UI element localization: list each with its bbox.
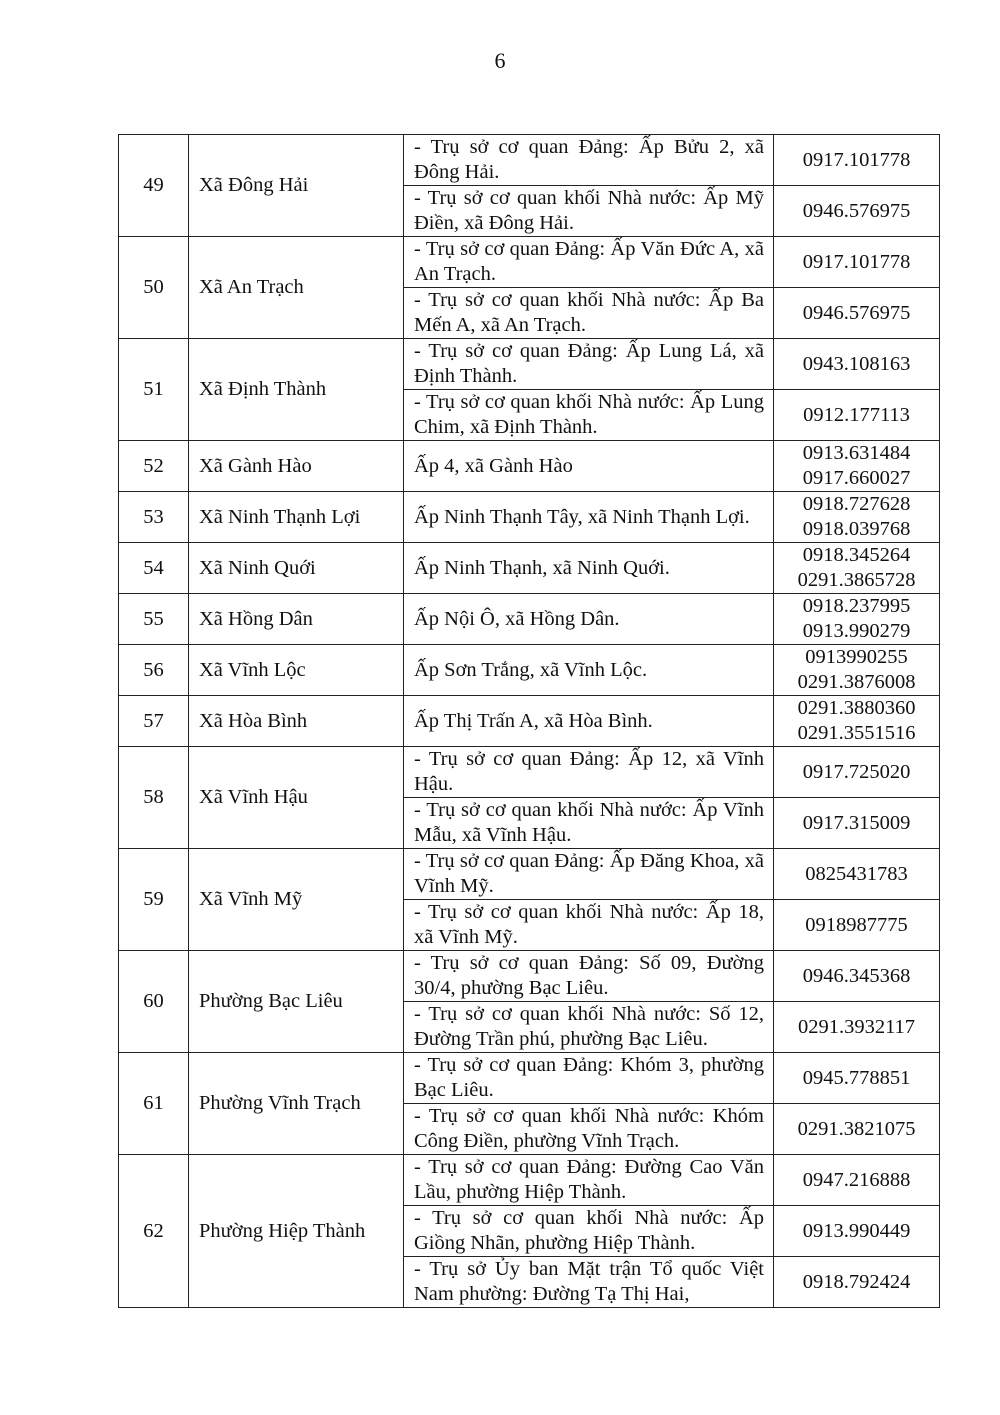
office-address: - Trụ sở cơ quan khối Nhà nước: Ấp Ba Mến A, xã An Trạch. [404,288,774,339]
phone-number: 0918987775 [805,913,908,936]
phone-number: 0917.101778 [802,148,911,171]
table-row [119,645,940,696]
office-address: Ấp 4, xã Gành Hào [404,441,774,492]
office-address: - Trụ sở cơ quan Đảng: Ấp Bửu 2, xã Đông Hải. [404,135,774,186]
office-address: - Trụ sở Ủy ban Mặt trận Tổ quốc Việt Nam phường: Đường Tạ Thị Hai, [404,1257,774,1308]
unit-name: Xã An Trạch [189,237,404,339]
phone-number: 0946.576975 [802,301,911,324]
row-number: 60 [119,951,189,1053]
row-number: 61 [119,1053,189,1155]
phone-cell [774,696,940,747]
phone-cell [774,1206,940,1257]
table-row [119,135,940,186]
phone-cell [774,186,940,237]
phone-cell [774,594,940,645]
office-address: Ấp Nội Ô, xã Hồng Dân. [404,594,774,645]
page-number: 6 [494,48,506,73]
row-number: 59 [119,849,189,951]
phone-number: 0917.101778 [802,250,911,273]
row-number: 54 [119,543,189,594]
table-body [119,135,940,1308]
phone-cell [774,1053,940,1104]
phone-cell [774,441,940,492]
phone-cell [774,390,940,441]
phone-cell [774,135,940,186]
phone-number: 0918.039768 [802,518,911,540]
phone-number: 0918.345264 [802,544,911,566]
table-row [119,747,940,798]
phone-number: 0913990255 [805,646,908,668]
row-number: 52 [119,441,189,492]
phone-cell [774,1155,940,1206]
phone-number: 0918.792424 [802,1270,911,1293]
row-number: 51 [119,339,189,441]
table-row [119,339,940,390]
phone-cell [774,543,940,594]
office-address: - Trụ sở cơ quan Đảng: Ấp Đăng Khoa, xã Vĩnh Mỹ. [404,849,774,900]
phone-number: 0946.345368 [802,964,911,987]
phone-number: 0291.3876008 [797,671,916,693]
table-row [119,543,940,594]
unit-name: Xã Vĩnh Lộc [189,645,404,696]
unit-name: Phường Hiệp Thành [189,1155,404,1308]
table-row [119,1155,940,1206]
phone-number: 0917.315009 [802,811,911,834]
office-address: - Trụ sở cơ quan Đảng: Đường Cao Văn Lầu, phường Hiệp Thành. [404,1155,774,1206]
unit-name: Xã Gành Hào [189,441,404,492]
phone-number: 0913.631484 [802,442,911,464]
phone-cell [774,288,940,339]
unit-name: Xã Hồng Dân [189,594,404,645]
office-address: Ấp Sơn Trắng, xã Vĩnh Lộc. [404,645,774,696]
row-number: 50 [119,237,189,339]
phone-cell [774,492,940,543]
office-address: - Trụ sở cơ quan khối Nhà nước: Ấp 18, xã Vĩnh Mỹ. [404,900,774,951]
phone-number: 0946.576975 [802,199,911,222]
unit-name: Xã Đông Hải [189,135,404,237]
row-number: 57 [119,696,189,747]
row-number: 49 [119,135,189,237]
row-number: 58 [119,747,189,849]
phone-number: 0945.778851 [802,1066,911,1089]
phone-cell [774,339,940,390]
phone-number: 0943.108163 [802,352,911,375]
table-row [119,696,940,747]
office-address: Ấp Ninh Thạnh Tây, xã Ninh Thạnh Lợi. [404,492,774,543]
office-address: - Trụ sở cơ quan Đảng: Ấp 12, xã Vĩnh Hậu. [404,747,774,798]
phone-number: 0912.177113 [803,403,910,426]
phone-cell [774,951,940,1002]
table-row [119,594,940,645]
office-address: - Trụ sở cơ quan khối Nhà nước: Khóm Công Điền, phường Vĩnh Trạch. [404,1104,774,1155]
unit-name: Xã Vĩnh Hậu [189,747,404,849]
phone-number: 0291.3865728 [797,569,916,591]
table-row [119,951,940,1002]
phone-number: 0917.660027 [802,467,911,489]
phone-cell [774,1104,940,1155]
office-address: - Trụ sở cơ quan khối Nhà nước: Ấp Lung Chim, xã Định Thành. [404,390,774,441]
phone-number: 0291.3551516 [797,722,916,744]
phone-number: 0291.3821075 [797,1117,916,1140]
office-address: Ấp Ninh Thạnh, xã Ninh Quới. [404,543,774,594]
phone-cell [774,798,940,849]
unit-name: Phường Vĩnh Trạch [189,1053,404,1155]
table-row [119,441,940,492]
unit-name: Xã Ninh Thạnh Lợi [189,492,404,543]
office-address: Ấp Thị Trấn A, xã Hòa Bình. [404,696,774,747]
office-address: - Trụ sở cơ quan khối Nhà nước: Ấp Vĩnh Mẫu, xã Vĩnh Hậu. [404,798,774,849]
office-directory-table [118,134,940,1308]
unit-name: Xã Ninh Quới [189,543,404,594]
phone-cell [774,237,940,288]
phone-number: 0918.727628 [802,493,911,515]
office-address: - Trụ sở cơ quan khối Nhà nước: Ấp Giồng Nhãn, phường Hiệp Thành. [404,1206,774,1257]
unit-name: Phường Bạc Liêu [189,951,404,1053]
phone-number: 0291.3880360 [797,697,916,719]
phone-cell [774,645,940,696]
office-address: - Trụ sở cơ quan Đảng: Số 09, Đường 30/4, phường Bạc Liêu. [404,951,774,1002]
phone-cell [774,1002,940,1053]
unit-name: Xã Hòa Bình [189,696,404,747]
phone-cell [774,747,940,798]
phone-number: 0913.990449 [802,1219,911,1242]
row-number: 56 [119,645,189,696]
office-address: - Trụ sở cơ quan Đảng: Khóm 3, phường Bạc Liêu. [404,1053,774,1104]
office-address: - Trụ sở cơ quan khối Nhà nước: Số 12, Đường Trần phú, phường Bạc Liêu. [404,1002,774,1053]
table-row [119,237,940,288]
phone-cell [774,1257,940,1308]
phone-number: 0913.990279 [802,620,911,642]
table-row [119,849,940,900]
table-row [119,492,940,543]
phone-cell [774,900,940,951]
phone-number: 0947.216888 [802,1168,911,1191]
table-row [119,1053,940,1104]
phone-cell [774,849,940,900]
phone-number: 0825431783 [805,862,908,885]
office-address: - Trụ sở cơ quan khối Nhà nước: Ấp Mỹ Điền, xã Đông Hải. [404,186,774,237]
row-number: 62 [119,1155,189,1308]
row-number: 53 [119,492,189,543]
unit-name: Xã Vĩnh Mỹ [189,849,404,951]
phone-number: 0291.3932117 [797,1015,916,1038]
row-number: 55 [119,594,189,645]
phone-number: 0918.237995 [802,595,911,617]
phone-number: 0917.725020 [802,760,911,783]
unit-name: Xã Định Thành [189,339,404,441]
office-address: - Trụ sở cơ quan Đảng: Ấp Văn Đức A, xã An Trạch. [404,237,774,288]
office-address: - Trụ sở cơ quan Đảng: Ấp Lung Lá, xã Định Thành. [404,339,774,390]
